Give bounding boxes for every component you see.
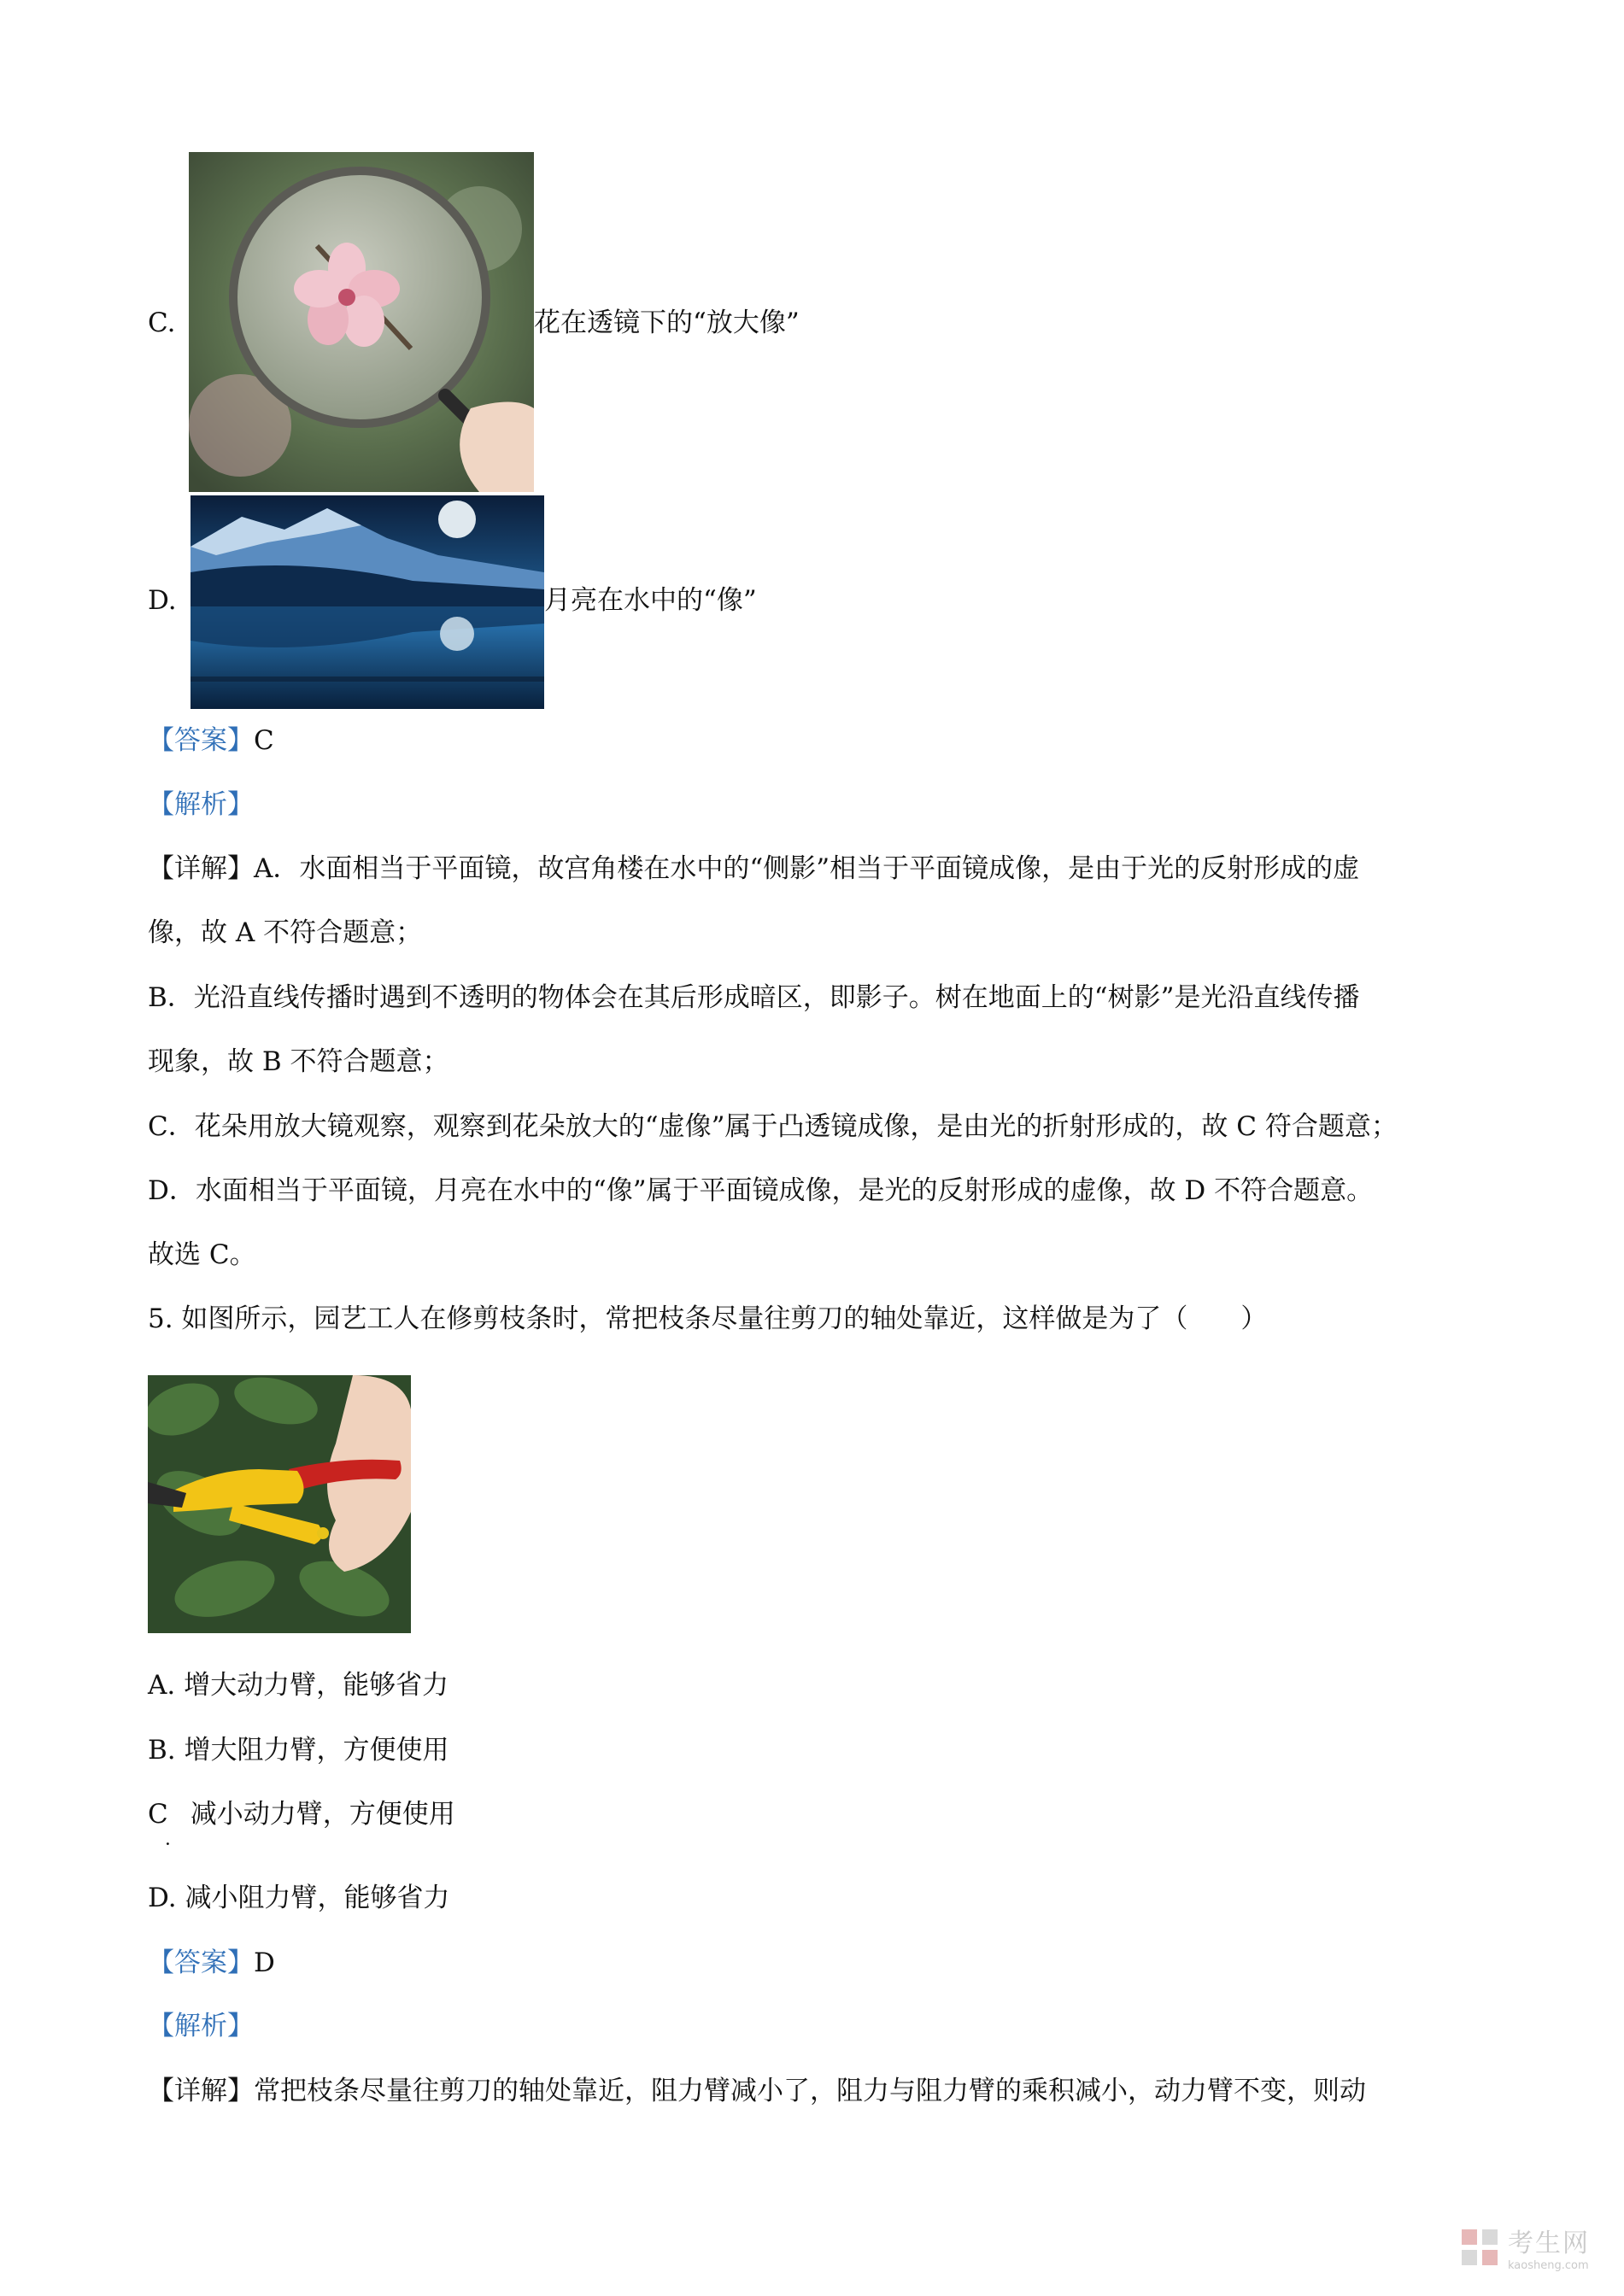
q5-answer-tag: 【答案】 <box>148 1948 254 1978</box>
q4-answer-value: C <box>254 725 274 756</box>
q5-analysis-line <box>148 2007 254 2045</box>
q5-option-c <box>148 1795 455 1833</box>
option-d-label: D. <box>148 585 177 616</box>
watermark-cn: 考生网 <box>1508 2229 1590 2258</box>
q5-option-c-letter: C <box>148 1799 168 1830</box>
option-c-label: C. <box>148 308 176 338</box>
q4-detail-text-1: A．水面相当于平面镜，故宫角楼在水中的“侧影”相当于平面镜成像，是由于光的反射形成的虚 <box>254 853 1360 884</box>
q5-option-c-dot: ． <box>165 1829 185 1850</box>
q4-detail-tag: 【详解】 <box>148 853 254 884</box>
q5-detail-text-1: 常把枝条尽量往剪刀的轴处靠近，阻力臂减小了，阻力与阻力臂的乘积减小，动力臂不变，则动 <box>254 2076 1366 2106</box>
option-c-caption: 花在透镜下的“放大像” <box>534 308 800 338</box>
q5-detail-line-1 <box>148 2072 1366 2110</box>
q5-option-c-text: 减小动力臂，方便使用 <box>190 1799 455 1830</box>
q5-answer-value: D <box>254 1948 275 1978</box>
q4-line-c: C．花朵用放大镜观察，观察到花朵放大的“虚像”属于凸透镜成像，是由光的折射形成的，故 C 符合题意； <box>148 1111 1398 1142</box>
magnifier-flower-image <box>189 152 534 492</box>
q5-stem: 5. 如图所示，园艺工人在修剪枝条时，常把枝条尽量往剪刀的轴处靠近，这样做是为了（ ） <box>148 1303 1268 1334</box>
q5-answer-line <box>148 1944 275 1982</box>
q5-option-a: A. 增大动力臂，能够省力 <box>148 1670 449 1701</box>
q4-analysis-line <box>148 786 254 823</box>
option-d-caption: 月亮在水中的“像” <box>544 585 757 616</box>
q4-line-b-1: B．光沿直线传播时遇到不透明的物体会在其后形成暗区，即影子。树在地面上的“树影”是光沿直线传播 <box>148 982 1360 1013</box>
q4-detail-line-1 <box>148 850 1359 887</box>
q5-detail-tag: 【详解】 <box>148 2076 254 2106</box>
q4-answer-tag: 【答案】 <box>148 725 254 756</box>
q5-option-d: D. 减小阻力臂，能够省力 <box>148 1883 450 1913</box>
pruning-shears-image <box>148 1375 411 1633</box>
q5-analysis-tag: 【解析】 <box>148 2011 254 2041</box>
q4-answer-line <box>148 722 274 759</box>
watermark <box>1460 2222 1590 2272</box>
kaosheng-logo-icon <box>1460 2228 1499 2267</box>
q5-option-b: B. 增大阻力臂，方便使用 <box>148 1735 449 1766</box>
q4-conclusion: 故选 C。 <box>148 1239 256 1270</box>
q4-line-d: D．水面相当于平面镜，月亮在水中的“像”属于平面镜成像，是光的反射形成的虚像，故 D 不符合题意。 <box>148 1175 1374 1206</box>
q4-detail-line-2: 像，故 A 不符合题意； <box>148 917 423 948</box>
moon-lake-image <box>191 495 544 709</box>
watermark-en: kaosheng.com <box>1508 2259 1589 2272</box>
q4-line-b-2: 现象，故 B 不符合题意； <box>148 1046 449 1077</box>
q4-analysis-tag: 【解析】 <box>148 789 254 820</box>
